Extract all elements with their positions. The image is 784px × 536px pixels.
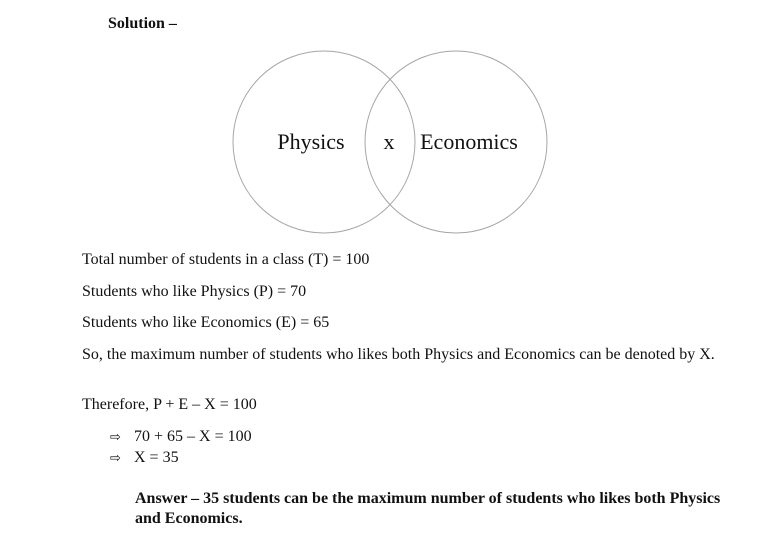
intersection-label: x [383,129,395,154]
solution-heading: Solution – [108,15,177,32]
step-row [110,428,252,446]
physics-label: Physics [277,129,345,154]
step-text: X = 35 [134,449,179,466]
economics-students-line: Students who like Economics (E) = 65 [82,314,330,331]
right-arrow-icon: ⇨ [110,430,121,445]
answer-paragraph: Answer – 35 students can be the maximum number of students who likes both Physics and Economics. [135,490,721,527]
physics-students-line: Students who like Physics (P) = 70 [82,283,307,300]
denotation-paragraph: So, the maximum number of students who likes both Physics and Economics can be denoted by X. [82,346,715,363]
right-arrow-icon: ⇨ [110,451,121,466]
economics-label: Economics [420,129,518,154]
step-row [110,449,179,467]
step-text: 70 + 65 – X = 100 [134,428,252,445]
venn-diagram [0,0,784,250]
total-students-line: Total number of students in a class (T) = 100 [82,251,370,268]
equation-line: Therefore, P + E – X = 100 [82,396,257,413]
